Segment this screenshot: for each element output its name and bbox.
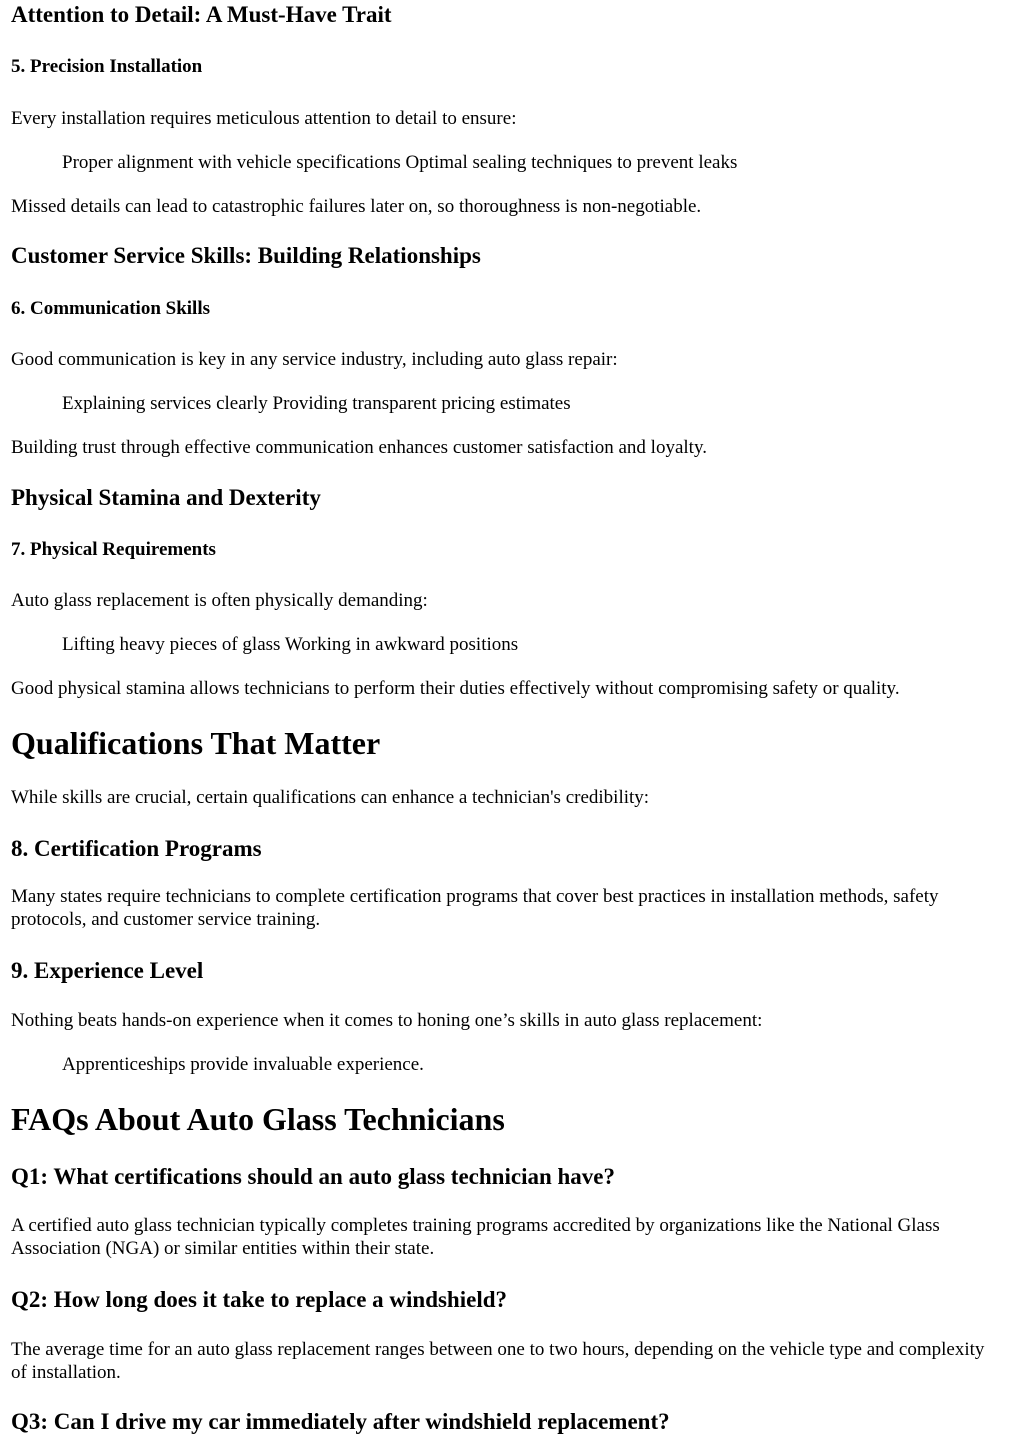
paragraph-precision-outro: Missed details can lead to catastrophic failures later on, so thoroughness is non-negotiable. [11,196,702,217]
paragraph-physical-intro: Auto glass replacement is often physically demanding: [11,590,428,611]
section-heading-attention-to-detail: Attention to Detail: A Must-Have Trait [11,2,392,27]
section-heading-faqs: FAQs About Auto Glass Technicians [11,1101,505,1137]
faq-question-3: Q3: Can I drive my car immediately after windshield replacement? [11,1409,670,1434]
paragraph-communication-outro: Building trust through effective communication enhances customer satisfaction and loyalty. [11,437,707,458]
subheading-communication-skills: 6. Communication Skills [11,298,211,319]
faq-question-1: Q1: What certifications should an auto glass technician have? [11,1164,615,1189]
paragraph-physical-outro: Good physical stamina allows technicians to perform their duties effectively without compromising safety or quality. [11,678,900,699]
paragraph-communication-intro: Good communication is key in any service industry, including auto glass repair: [11,349,618,370]
section-heading-qualifications: Qualifications That Matter [11,725,381,761]
section-heading-physical-stamina: Physical Stamina and Dexterity [11,485,321,510]
list-experience-items: Apprenticeships provide invaluable experience. [62,1054,424,1075]
paragraph-experience-intro: Nothing beats hands-on experience when it comes to honing one’s skills in auto glass replacement: [11,1010,763,1031]
paragraph-qualifications-intro: While skills are crucial, certain qualifications can enhance a technician's credibility: [11,787,650,808]
subheading-physical-requirements: 7. Physical Requirements [11,539,216,560]
list-physical-items: Lifting heavy pieces of glass Working in awkward positions [62,634,519,655]
faq-answer-2: The average time for an auto glass replacement ranges between one to two hours, depending on the vehicle type and complexity of installation. [11,1339,985,1383]
section-heading-customer-service: Customer Service Skills: Building Relationships [11,243,481,268]
paragraph-certification-programs: Many states require technicians to complete certification programs that cover best practices in installation methods, safety protocols, and customer service training. [11,886,939,930]
faq-question-2: Q2: How long does it take to replace a windshield? [11,1287,508,1312]
subheading-precision-installation: 5. Precision Installation [11,56,203,77]
list-communication-items: Explaining services clearly Providing transparent pricing estimates [62,393,571,414]
paragraph-precision-intro: Every installation requires meticulous attention to detail to ensure: [11,108,517,129]
subheading-experience-level: 9. Experience Level [11,958,204,983]
subheading-certification-programs: 8. Certification Programs [11,836,262,861]
faq-answer-1: A certified auto glass technician typically completes training programs accredited by organizations like the National Glass Association (NGA) or similar entities within their state. [11,1215,940,1259]
list-precision-items: Proper alignment with vehicle specifications Optimal sealing techniques to prevent leaks [62,152,738,173]
